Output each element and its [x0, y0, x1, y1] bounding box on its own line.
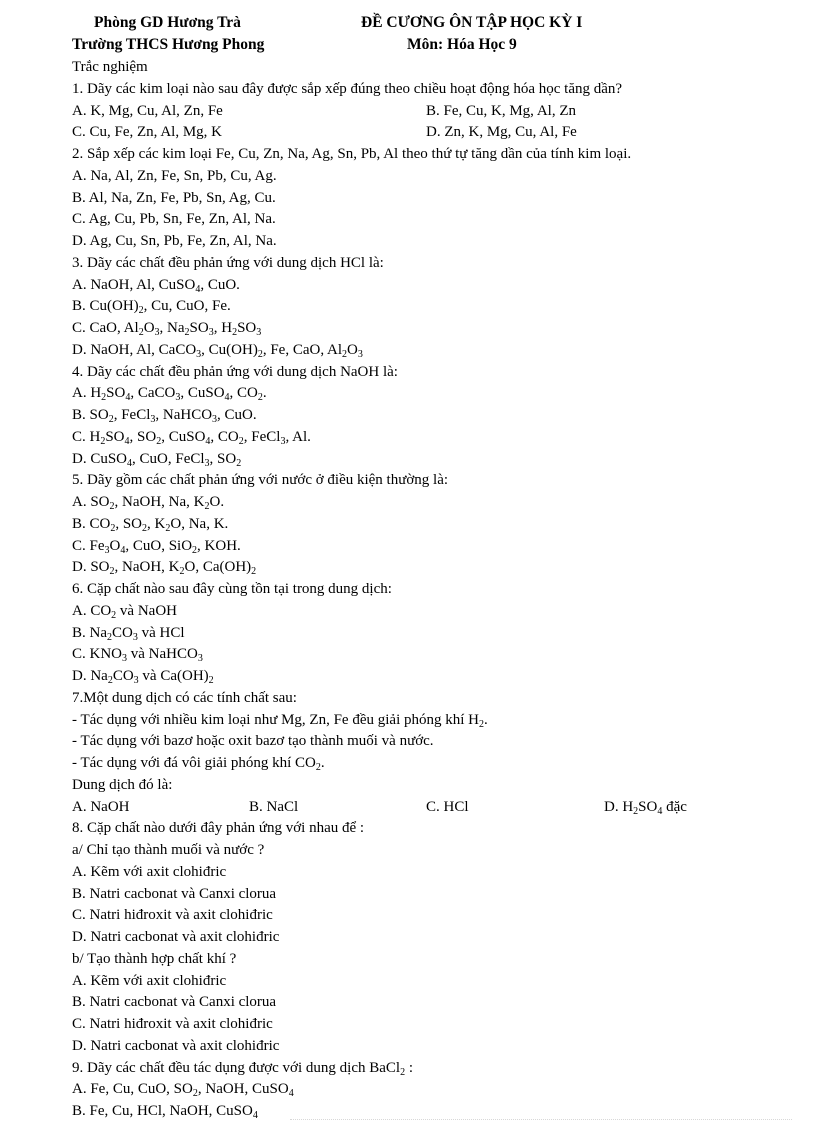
subscript: 2 [100, 435, 106, 447]
text-run: A. Kẽm với axit clohiđric [72, 863, 227, 880]
section-title: Trắc nghiệm [72, 59, 148, 75]
text-line [72, 514, 792, 536]
text-run: CO [112, 668, 134, 684]
text-run: , FeCl [113, 407, 151, 423]
subscript: 3 [196, 348, 202, 360]
text-run: và NaOH [116, 602, 177, 619]
subscript: 4 [124, 435, 130, 447]
text-line [72, 688, 792, 710]
answer-option [249, 797, 298, 819]
text-run: B. Natri cacbonat và Canxi clorua [72, 994, 277, 1011]
text-line [72, 1036, 792, 1058]
text-line [72, 449, 792, 471]
subscript: 2 [109, 566, 115, 578]
subscript: 4 [252, 1110, 258, 1121]
text-run: , SO [129, 428, 157, 445]
subscript: 2 [107, 675, 113, 686]
text-run: 4. Dãy các chất đều phản ứng với dung dịch NaOH là: [72, 363, 398, 380]
subscript: 4 [120, 544, 126, 556]
text-line [72, 405, 792, 427]
text-run: O [109, 537, 121, 554]
text-run: , CuO. [200, 276, 240, 293]
text-run: B. Fe, Cu, HCl, NaOH, CuSO [72, 1103, 253, 1119]
subscript: 4 [224, 392, 230, 404]
subscript: 2 [179, 566, 185, 578]
text-line [72, 601, 792, 623]
answer-option [72, 797, 130, 819]
text-line [72, 731, 792, 753]
subscript: 2 [257, 348, 263, 360]
text-run: B. CO [72, 515, 111, 532]
text-run: , CuSO [161, 428, 206, 445]
text-line [72, 579, 792, 601]
text-run: , Na [159, 320, 185, 336]
text-run: C. Fe [72, 537, 105, 554]
subscript: 2 [156, 435, 162, 447]
text-run: , CuSO [180, 385, 225, 402]
subscript: 2 [110, 522, 116, 534]
text-run: D. Zn, K, Mg, Cu, Al, Fe [426, 124, 577, 141]
text-line [72, 862, 792, 884]
text-run: D. SO [72, 559, 110, 576]
subscript: 3 [133, 675, 139, 686]
text-run: , SO [209, 450, 237, 467]
subscript: 3 [208, 327, 214, 338]
text-line [72, 905, 792, 927]
text-line [72, 818, 792, 840]
text-run: D. CuSO [72, 450, 128, 467]
answer-option [426, 122, 577, 144]
text-line [72, 1014, 792, 1036]
text-run: , CuO, SiO [125, 537, 193, 554]
text-run: . [484, 711, 488, 728]
subscript: 2 [192, 1088, 198, 1100]
text-run: A. Fe, Cu, CuO, SO [72, 1081, 193, 1098]
text-run: C. Cu, Fe, Zn, Al, Mg, K [72, 124, 223, 141]
text-run: SO [105, 428, 125, 445]
subscript: 2 [236, 457, 242, 469]
text-run: C. Ag, Cu, Pb, Sn, Fe, Zn, Al, Na. [72, 211, 276, 228]
subscript: 3 [132, 631, 138, 643]
subscript: 3 [154, 327, 160, 338]
text-run: , Cu, CuO, Fe. [143, 298, 231, 315]
text-run: đặc [662, 798, 687, 815]
text-run: D. NaOH, Al, CaCO [72, 341, 197, 358]
subject-name: Môn: Hóa Học 9 [407, 36, 517, 53]
text-line [72, 797, 792, 819]
text-line [72, 340, 792, 362]
text-run: O [347, 341, 358, 358]
subscript: 2 [208, 675, 214, 686]
subscript: 2 [108, 414, 114, 425]
text-run: , CuO. [217, 407, 257, 423]
subscript: 2 [101, 392, 107, 404]
subscript: 3 [104, 544, 110, 556]
text-line [72, 623, 792, 645]
text-run: O, Na, K. [170, 515, 229, 532]
text-run: C. KNO [72, 646, 123, 663]
text-run: A. SO [72, 494, 110, 510]
subscript: 3 [357, 348, 363, 360]
text-run: B. SO [72, 407, 109, 423]
text-run: , NaOH, K [114, 559, 180, 576]
text-run: A. H [72, 385, 102, 402]
subscript: 2 [138, 305, 144, 317]
document-title: ĐỀ CƯƠNG ÔN TẬP HỌC KỲ I [361, 14, 583, 31]
text-line [72, 470, 792, 492]
subscript: 2 [251, 566, 257, 578]
text-run: , CaCO [130, 385, 176, 402]
text-run: SO [237, 320, 257, 336]
subscript: 4 [205, 435, 211, 447]
subscript: 4 [195, 283, 201, 295]
text-run: , NaOH, Na, K [114, 494, 205, 510]
text-line [72, 666, 792, 688]
answer-option [426, 797, 469, 819]
subscript: 2 [111, 609, 117, 621]
text-run: O [143, 320, 155, 336]
document-body [72, 57, 792, 1123]
subscript: 4 [657, 805, 663, 817]
text-line [72, 427, 792, 449]
text-run: . [262, 385, 267, 402]
subscript: 2 [184, 327, 190, 338]
text-run: a/ Chỉ tạo thành muối và nước ? [72, 842, 265, 858]
text-run: 9. Dãy các chất đều tác dụng được với dung dịch BaCl [72, 1059, 401, 1076]
subscript: 2 [109, 501, 115, 512]
text-run: và NaHCO [127, 646, 198, 663]
text-run: O. [209, 494, 225, 510]
subscript: 3 [204, 457, 210, 469]
subscript: 3 [150, 414, 156, 425]
school-name: Trường THCS Hương Phong [72, 36, 265, 53]
text-run: C. Natri hiđroxit và axit clohiđric [72, 907, 273, 924]
subscript: 4 [127, 457, 133, 469]
text-run: C. HCl [426, 798, 469, 815]
text-run: B. NaCl [249, 798, 299, 815]
subscript: 3 [197, 653, 203, 665]
text-run: D. Na [72, 668, 108, 684]
subscript: 2 [232, 327, 238, 338]
text-line [72, 122, 792, 144]
subscript: 3 [175, 392, 181, 404]
subscript: 2 [315, 762, 321, 773]
text-run: : [405, 1059, 413, 1076]
text-line [72, 253, 792, 275]
text-line [72, 753, 792, 775]
text-line [72, 101, 792, 123]
text-run: B. Fe, Cu, K, Mg, Al, Zn [426, 102, 577, 119]
subscript: 3 [256, 327, 262, 338]
text-run: , Al. [285, 428, 311, 445]
text-run: Dung dịch đó là: [72, 776, 173, 793]
subscript: 2 [192, 544, 198, 556]
text-run: SO [638, 798, 658, 815]
text-line [72, 231, 792, 253]
text-line [72, 296, 792, 318]
text-run: , Fe, CaO, Al [262, 341, 343, 358]
text-run: SO [189, 320, 209, 336]
text-run: C. CaO, Al [72, 320, 139, 336]
text-run: A. Kẽm với axit clohiđric [72, 972, 227, 989]
subscript: 3 [280, 435, 286, 447]
school-district: Phòng GD Hương Trà [94, 14, 241, 31]
text-line [72, 362, 792, 384]
text-run: B. Natri cacbonat và Canxi clorua [72, 885, 277, 902]
answer-option [426, 101, 576, 123]
text-run: và Ca(OH) [138, 668, 209, 684]
subscript: 2 [238, 435, 244, 447]
text-run: 3. Dãy các chất đều phản ứng với dung dịch HCl là: [72, 254, 384, 271]
text-line [72, 275, 792, 297]
text-run: - Tác dụng với nhiều kim loại như Mg, Zn, Fe đều giải phóng khí H [72, 711, 479, 728]
text-run: 5. Dãy gồm các chất phản ứng với nước ở điều kiện thường là: [72, 472, 449, 489]
subscript: 2 [204, 501, 210, 512]
text-line [72, 144, 792, 166]
text-run: A. Na, Al, Zn, Fe, Sn, Pb, Cu, Ag. [72, 167, 277, 184]
text-run: B. Cu(OH) [72, 298, 139, 315]
text-run: , H [213, 320, 233, 336]
subscript: 4 [288, 1088, 294, 1100]
text-run: B. Al, Na, Zn, Fe, Pb, Sn, Ag, Cu. [72, 189, 276, 206]
text-run: 8. Cặp chất nào dưới đây phản ứng với nhau để : [72, 820, 365, 837]
text-run: 6. Cặp chất nào sau đây cùng tồn tại trong dung dịch: [72, 581, 392, 597]
subscript: 2 [142, 522, 148, 534]
text-line [72, 536, 792, 558]
text-line [72, 840, 792, 862]
question-list [72, 79, 792, 1123]
text-line [72, 209, 792, 231]
text-line [72, 884, 792, 906]
text-line [72, 383, 792, 405]
text-run: , K [147, 515, 166, 532]
subscript: 2 [633, 805, 639, 817]
text-run: , CO [210, 428, 239, 445]
footer-divider [290, 1119, 792, 1120]
text-run: A. NaOH [72, 798, 130, 815]
text-line [72, 644, 792, 666]
text-run: - Tác dụng với bazơ hoặc oxit bazơ tạo thành muối và nước. [72, 733, 434, 750]
text-line [72, 949, 792, 971]
text-run: , SO [115, 515, 143, 532]
text-line [72, 318, 792, 340]
text-run: . [320, 755, 325, 771]
subscript: 2 [138, 327, 144, 338]
text-line [72, 166, 792, 188]
text-line [72, 188, 792, 210]
text-line [72, 710, 792, 732]
text-run: 7.Một dung dịch có các tính chất sau: [72, 689, 297, 706]
text-run: O, Ca(OH) [184, 559, 252, 576]
text-run: A. K, Mg, Cu, Al, Zn, Fe [72, 102, 223, 119]
text-run: 2. Sắp xếp các kim loại Fe, Cu, Zn, Na, Ag, Sn, Pb, Al theo thứ tự tăng dần của tính kim loại. [72, 146, 632, 162]
subscript: 2 [479, 718, 484, 730]
text-run: - Tác dụng với đá vôi giải phóng khí CO [72, 755, 316, 771]
subscript: 2 [400, 1066, 406, 1078]
text-run: B. Na [72, 624, 107, 641]
text-line [72, 79, 792, 101]
text-run: , CuO, FeCl [132, 450, 205, 467]
text-line [72, 492, 792, 514]
text-run: , NaOH, CuSO [197, 1081, 289, 1098]
text-line [72, 775, 792, 797]
text-run: C. Natri hiđroxit và axit clohiđric [72, 1016, 273, 1032]
text-run: , Cu(OH) [201, 341, 258, 358]
text-line [72, 1079, 792, 1101]
text-run: , NaHCO [155, 407, 213, 423]
text-line [72, 971, 792, 993]
text-run: b/ Tạo thành hợp chất khí ? [72, 950, 237, 967]
text-line [72, 992, 792, 1014]
text-run: CO [112, 624, 133, 641]
text-run: , FeCl [243, 428, 281, 445]
text-run: SO [106, 385, 126, 402]
text-run: A. NaOH, Al, CuSO [72, 276, 196, 293]
text-run: D. Natri cacbonat và axit clohiđric [72, 1037, 280, 1054]
text-run: D. Natri cacbonat và axit clohiđric [72, 929, 280, 945]
text-line [72, 557, 792, 579]
text-run: D. Ag, Cu, Sn, Pb, Fe, Zn, Al, Na. [72, 233, 277, 249]
subscript: 2 [257, 392, 263, 404]
subscript: 3 [122, 653, 128, 665]
subscript: 2 [165, 522, 171, 534]
subscript: 3 [212, 414, 218, 425]
text-run: A. CO [72, 602, 112, 619]
text-run: và HCl [137, 624, 185, 641]
text-run: D. H [604, 798, 634, 815]
text-line [72, 927, 792, 949]
subscript: 4 [125, 392, 131, 404]
text-run: , CO [229, 385, 258, 402]
text-run: 1. Dãy các kim loại nào sau đây được sắp xếp đúng theo chiều hoạt động hóa học tăng dần? [72, 80, 623, 97]
text-line [72, 1058, 792, 1080]
subscript: 2 [107, 631, 112, 643]
subscript: 2 [342, 348, 348, 360]
text-run: , KOH. [197, 537, 241, 554]
answer-option [604, 797, 687, 819]
text-run: C. H [72, 428, 101, 445]
